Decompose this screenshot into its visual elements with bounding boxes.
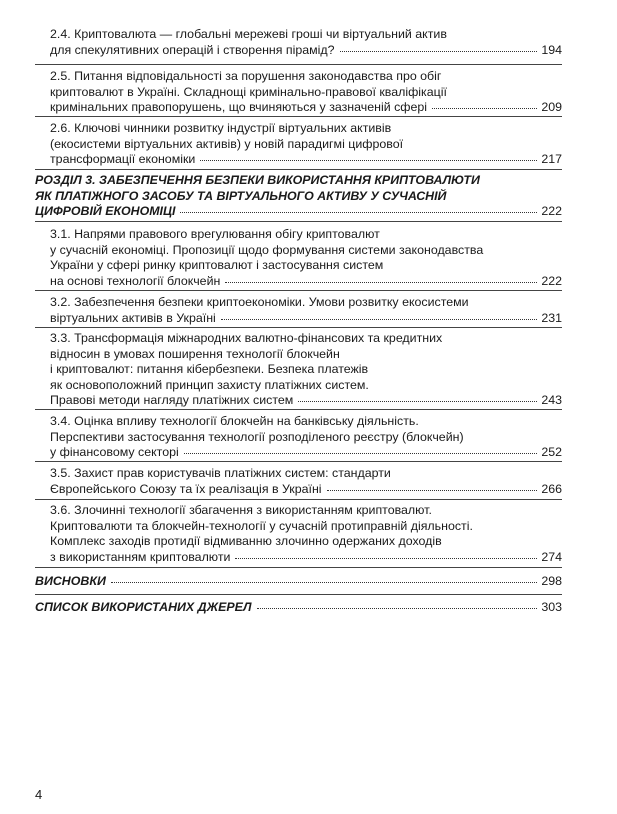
divider	[35, 116, 562, 117]
divider	[35, 594, 562, 595]
toc-entry-2-5	[50, 69, 562, 116]
toc-line: СПИСОК ВИКОРИСТАНИХ ДЖЕРЕЛ	[35, 600, 252, 614]
toc-entry-3-4	[50, 414, 562, 461]
toc-entry-3-2	[50, 295, 562, 326]
toc-line: 3.4. Оцінка впливу технології блокчейн на банківську діяльність.	[50, 414, 419, 428]
dot-leader	[235, 558, 537, 559]
toc-conclusions	[35, 574, 562, 590]
toc-line: 2.5. Питання відповідальності за порушення законодавства про обіг	[50, 69, 442, 83]
dot-leader	[340, 51, 538, 52]
divider	[35, 290, 562, 291]
toc-line: віртуальних активів в Україні	[50, 310, 216, 325]
toc-line: 2.4. Криптовалюта — глобальні мережеві гроші чи віртуальний актив	[50, 27, 447, 41]
divider	[35, 64, 562, 65]
toc-line: для спекулятивних операцій і створення пірамід?	[50, 42, 335, 57]
page-number: 4	[35, 787, 43, 802]
dot-leader	[298, 401, 537, 402]
dot-leader	[225, 282, 537, 283]
divider	[35, 567, 562, 568]
toc-line: Криптовалюти та блокчейн-технології у сучасній протиправній діяльності.	[50, 518, 473, 533]
divider	[35, 327, 562, 328]
toc-line: ЦИФРОВІЙ ЕКОНОМІЦІ	[35, 204, 176, 219]
toc-line: криптовалют в Україні. Складнощі кримінально-правової кваліфікації	[50, 84, 447, 99]
toc-line: Європейського Союзу та їх реалізація в Україні	[50, 481, 322, 496]
toc-line: РОЗДІЛ 3. ЗАБЕЗПЕЧЕННЯ БЕЗПЕКИ ВИКОРИСТАННЯ КРИПТОВАЛЮТИ	[35, 173, 480, 187]
divider	[35, 461, 562, 462]
toc-page-number: 217	[541, 152, 562, 167]
toc-entry-2-4	[50, 27, 562, 58]
toc-line: ЯК ПЛАТІЖНОГО ЗАСОБУ ТА ВІРТУАЛЬНОГО АКТИВУ У СУЧАСНІЙ	[35, 188, 447, 203]
toc-page-number: 231	[541, 310, 562, 325]
dot-leader	[111, 582, 537, 583]
toc-line: 3.3. Трансформація міжнародних валютно-фінансових та кредитних	[50, 331, 443, 345]
toc-line: Правові методи нагляду платіжних систем	[50, 393, 294, 408]
toc-page-number: 303	[541, 600, 562, 614]
toc-line: 2.6. Ключові чинники розвитку індустрії віртуальних активів	[50, 121, 392, 135]
divider	[35, 499, 562, 500]
toc-line: на основі технології блокчейн	[50, 273, 221, 288]
toc-entry-3-6	[50, 503, 562, 565]
divider	[35, 221, 562, 222]
toc-line: Комплекс заходів протидії відмиванню злочинно одержаних доходів	[50, 534, 442, 549]
toc-entry-3-5	[50, 466, 562, 497]
dot-leader	[184, 453, 538, 454]
toc-line: і криптовалют: питання кібербезпеки. Безпека платежів	[50, 362, 369, 377]
divider	[35, 169, 562, 170]
toc-line: Перспективи застосування технології розподіленого реєстру (блокчейн)	[50, 429, 464, 444]
dot-leader	[180, 212, 537, 213]
toc-page-number: 222	[541, 204, 562, 219]
toc-line: ВИСНОВКИ	[35, 574, 106, 588]
toc-line: у фінансовому секторі	[50, 445, 179, 460]
dot-leader	[327, 490, 538, 491]
toc-page-number: 298	[541, 574, 562, 588]
dot-leader	[432, 108, 537, 109]
toc-line: з використанням криптовалюти	[50, 549, 231, 564]
toc-line: у сучасній економіці. Пропозиції щодо формування системи законодавства	[50, 242, 484, 257]
toc-line: відносин в умовах поширення технології блокчейн	[50, 346, 340, 361]
toc-line: 3.1. Напрями правового врегулювання обігу криптовалют	[50, 227, 380, 241]
dot-leader	[257, 608, 538, 609]
toc-references	[35, 600, 562, 616]
toc-entry-3-3	[50, 331, 562, 409]
toc-line: кримінальних правопорушень, що вчиняються у зазначеній сфері	[50, 100, 427, 115]
dot-leader	[200, 160, 537, 161]
toc-section-3	[35, 173, 562, 220]
toc-page-number: 252	[541, 445, 562, 460]
toc-page-number: 222	[541, 273, 562, 288]
toc-page-number: 194	[541, 42, 562, 57]
toc-line: України у сфері ринку криптовалют і застосування систем	[50, 258, 384, 273]
toc-line: 3.5. Захист прав користувачів платіжних систем: стандарти	[50, 466, 391, 480]
divider	[35, 409, 562, 410]
toc-page-number: 274	[541, 549, 562, 564]
toc-line: (екосистеми віртуальних активів) у новій парадигмі цифрової	[50, 136, 404, 151]
toc-line: 3.6. Злочинні технології збагачення з використанням криптовалют.	[50, 503, 432, 517]
toc-entry-3-1	[50, 227, 562, 289]
toc-entry-2-6	[50, 121, 562, 168]
toc-page-number: 209	[541, 100, 562, 115]
toc-page-number: 266	[541, 481, 562, 496]
dot-leader	[221, 319, 538, 320]
toc-page-number: 243	[541, 393, 562, 408]
toc-line: як основоположний принцип захисту платіжних систем.	[50, 377, 369, 392]
toc-line: трансформації економіки	[50, 152, 196, 167]
toc-line: 3.2. Забезпечення безпеки криптоекономіки. Умови розвитку екосистеми	[50, 295, 469, 309]
